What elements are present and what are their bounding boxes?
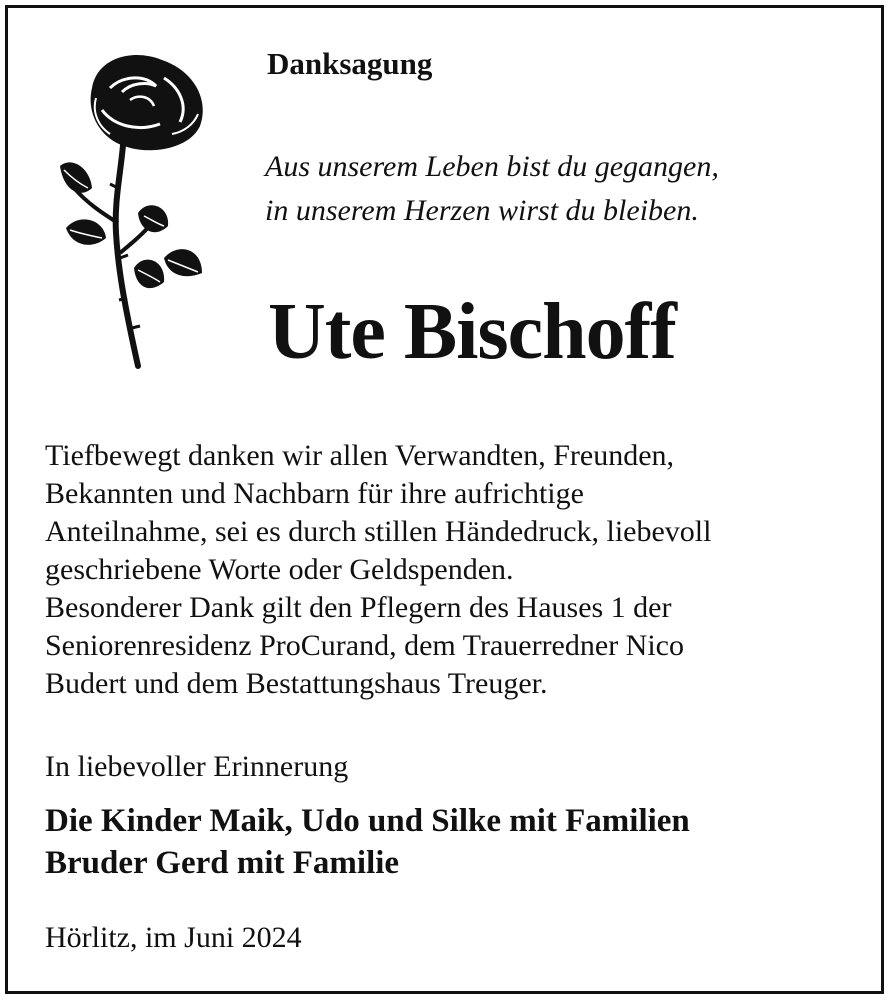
- body-line: Budert und dem Bestattungshaus Treuger.: [45, 667, 548, 700]
- motto: [265, 145, 719, 233]
- body-line: Seniorenresidenz ProCurand, dem Trauerredner Nico: [45, 629, 684, 662]
- deceased-name: Ute Bischoff: [268, 288, 676, 376]
- signer-line: Die Kinder Maik, Udo und Silke mit Familien: [45, 803, 690, 839]
- place-date: Hörlitz, im Juni 2024: [45, 921, 302, 954]
- notice-heading: Danksagung: [267, 46, 433, 81]
- body-line: Besonderer Dank gilt den Pflegern des Hauses 1 der: [45, 591, 672, 624]
- signers: [45, 800, 690, 884]
- body-line: Tiefbewegt danken wir allen Verwandten, Freunden,: [45, 439, 675, 472]
- signer-line: Bruder Gerd mit Familie: [45, 845, 400, 881]
- body-line: geschriebene Worte oder Geldspenden.: [45, 553, 514, 586]
- body-line: Anteilnahme, sei es durch stillen Händedruck, liebevoll: [45, 515, 712, 548]
- thanks-paragraph: [45, 437, 865, 703]
- body-line: Bekannten und Nachbarn für ihre aufrichtige: [45, 477, 584, 510]
- memory-line: In liebevoller Erinnerung: [45, 750, 349, 783]
- motto-line: in unserem Herzen wirst du bleiben.: [265, 194, 699, 227]
- rose-icon: [52, 48, 212, 373]
- motto-line: Aus unserem Leben bist du gegangen,: [265, 150, 719, 183]
